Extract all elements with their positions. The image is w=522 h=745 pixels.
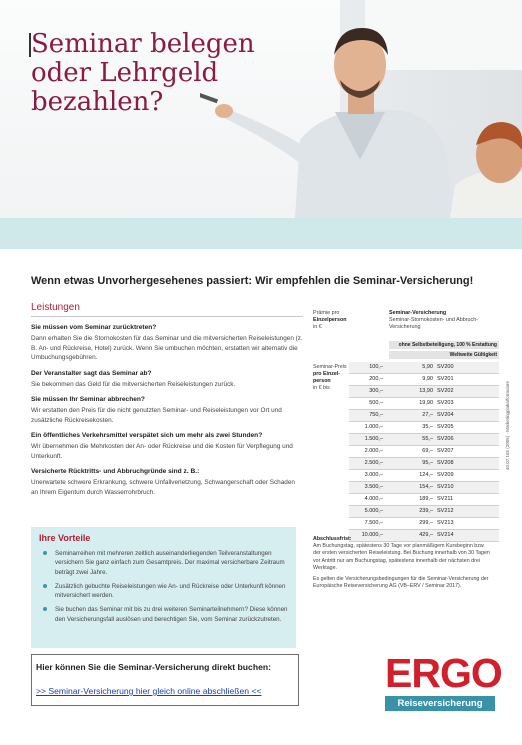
row-price: 9,90 — [422, 376, 433, 382]
row-amount: 750,– — [369, 412, 383, 418]
row-amount: 7.500,– — [364, 520, 383, 526]
row-label-line: pro Einzel- — [313, 371, 341, 377]
row-label-line: person — [313, 378, 331, 384]
list-item — [41, 582, 289, 601]
header-line: in € — [313, 324, 322, 330]
row-price: 13,90 — [419, 388, 433, 394]
question: Sie müssen Ihr Seminar abbrechen? — [31, 396, 145, 403]
ergo-wordmark: ERGO — [385, 650, 502, 696]
answer: Sie bekommen das Geld für die mitversicherten Reiseleistungen zurück. — [31, 380, 236, 388]
row-amount: 3.000,– — [364, 472, 383, 478]
hero-banner — [0, 0, 522, 218]
header-line: Prämie pro — [313, 310, 340, 316]
row-amount: 1.000,– — [364, 424, 383, 430]
row-price: 27,– — [422, 412, 433, 418]
question: Ein öffentliches Verkehrsmittel verspätet sich um mehr als zwei Stunden? — [31, 432, 263, 439]
table-row — [349, 374, 499, 386]
row-amount: 3.500,– — [364, 484, 383, 490]
bullet-icon — [43, 607, 47, 611]
booking-box — [31, 654, 299, 706]
table-row — [349, 422, 499, 434]
header-line: Einzelperson — [313, 317, 347, 323]
ergo-logo — [385, 650, 502, 714]
row-label-line: in € bis — [313, 385, 330, 391]
row-code: SV213 — [437, 520, 454, 526]
fine-text: Es gelten die Versicherungsbedingungen für die Seminar-Versicherung der Europäische Reiseversicherung AG (VB–ERV / Seminar 2017). — [313, 576, 489, 590]
row-code: SV209 — [437, 472, 454, 478]
row-price: 299,– — [419, 520, 433, 526]
table-row — [349, 482, 499, 494]
list-item-text: Zusätzlich gebuchte Reiseleistungen wie An- und Rückreise oder Unterkunft können mitversichert werden. — [55, 582, 286, 600]
answer: Wir übernehmen die Mehrkosten der An- oder Rückreise und die Kosten für Verpflegung und Unterkunft. — [31, 443, 293, 460]
subheadline: Wenn etwas Unvorhergesehenes passiert: Wir empfehlen die Seminar-Versicherung! — [31, 275, 474, 287]
row-price: 69,– — [422, 448, 433, 454]
list-item-text: Sie buchen das Seminar mit bis zu drei weiteren Seminarteilnehmern? Diese können den Versicherungsfall auslösen und berechtigen Sie, vom Seminar zurückzutreten. — [55, 606, 288, 623]
table-rows — [349, 362, 499, 542]
leistungen-section — [31, 302, 303, 503]
row-amount: 1.500,– — [364, 436, 383, 442]
row-code: SV205 — [437, 424, 454, 430]
row-price: 19,90 — [419, 400, 433, 406]
row-code: SV202 — [437, 388, 454, 394]
table-row — [349, 386, 499, 398]
row-price: 429,– — [419, 532, 433, 538]
row-amount: 10.000,– — [361, 532, 383, 538]
side-code: 40.07.165 (2005) · Marketingplakatformulare — [505, 380, 510, 470]
row-price: 124,– — [419, 472, 433, 478]
row-price: 189,– — [419, 496, 433, 502]
row-amount: 500,– — [369, 400, 383, 406]
fine-title: Abschlussfrist: — [313, 536, 352, 542]
fine-text: Am Buchungstag, spätestens 30 Tage vor planmäßigem Kursbeginn bzw. der ersten versicherten Reiseleistung. Bei Buchung innerhalb von 30 Tagen vor Antritt nur am Buchungstag, spätestens innerhalb der nächsten drei Werktage. — [313, 543, 490, 571]
table-row — [349, 494, 499, 506]
row-price: 55,– — [422, 436, 433, 442]
booking-title: Hier können Sie die Seminar-Versicherung direkt buchen: — [36, 662, 271, 672]
table-bar-selbstbeteiligung: ohne Selbstbeteiligung, 100 % Erstattung — [389, 341, 499, 349]
bullet-icon — [43, 584, 47, 588]
bullet-icon — [43, 551, 47, 555]
teal-band — [0, 218, 522, 249]
question: Versicherte Rücktritts- und Abbruchgründe sind z. B.: — [31, 468, 200, 475]
row-amount: 5.000,– — [364, 508, 383, 514]
row-code: SV210 — [437, 484, 454, 490]
headline: Seminar belegen oder Lehrgeld bezahlen? — [31, 29, 255, 117]
question: Sie müssen vom Seminar zurücktreten? — [31, 324, 157, 331]
answer: Wir erstatten den Preis für die nicht genutzten Seminar- und Reiseleistungen vor Ort und zusätzliche Rückreisekosten. — [31, 407, 282, 424]
row-label-line: Seminar-Preis — [313, 364, 347, 370]
row-amount: 300,– — [369, 388, 383, 394]
row-code: SV208 — [437, 460, 454, 466]
row-code: SV204 — [437, 412, 454, 418]
row-amount: 4.000,– — [364, 496, 383, 502]
row-code: SV207 — [437, 448, 454, 454]
product-subtitle: Seminar-Stornokosten- und Abbruch-Versicherung — [389, 317, 478, 330]
list-item — [41, 549, 289, 577]
row-code: SV214 — [437, 532, 454, 538]
vorteile-list — [41, 549, 289, 629]
row-code: SV212 — [437, 508, 454, 514]
table-row — [349, 518, 499, 530]
answer: Dann erhalten Sie die Stornokosten für das Seminar und die mitversicherten Reiseleistungen (z. B. An- und Rückreise, Hotel) zurück. Wenn Sie umbuchen möchten, erstatten wir alternativ die Umbuchungsgebühren. — [31, 335, 303, 361]
row-amount: 200,– — [369, 376, 383, 382]
table-row — [349, 410, 499, 422]
row-code: SV200 — [437, 364, 454, 370]
row-label — [313, 364, 349, 392]
table-header-left — [313, 310, 373, 331]
row-code: SV203 — [437, 400, 454, 406]
question: Der Veranstalter sagt das Seminar ab? — [31, 369, 152, 377]
vorteile-box — [31, 527, 296, 648]
list-item — [41, 605, 289, 624]
table-row — [349, 470, 499, 482]
table-bar-gueltigkeit: Weltweite Gültigkeit — [389, 351, 499, 359]
leistungen-title: Leistungen — [31, 302, 303, 317]
table-row — [349, 434, 499, 446]
row-price: 95,– — [422, 460, 433, 466]
answer: Unerwartete schwere Erkrankung, schwere Unfallverletzung, Schwangerschaft oder Schaden an Ihrem Eigentum durch Wasserrohrbruch. — [31, 479, 295, 496]
table-row — [349, 398, 499, 410]
row-amount: 2.000,– — [364, 448, 383, 454]
row-price: 35,– — [422, 424, 433, 430]
booking-link[interactable]: >> Seminar-Versicherung hier gleich online abschließen << — [36, 686, 262, 696]
product-title: Seminar-Versicherung — [389, 310, 447, 316]
vorteile-title: Ihre Vorteile — [39, 533, 91, 543]
table-row — [349, 506, 499, 518]
row-price: 154,– — [419, 484, 433, 490]
row-amount: 2.500,– — [364, 460, 383, 466]
table-row — [349, 446, 499, 458]
row-amount: 100,– — [369, 364, 383, 370]
list-item-text: Seminarreihen mit mehreren zeitlich auseinanderliegenden Teilveranstaltungen versichern Sie ganz einfach zum Gesamtpreis. Der maximal versicherbare Zeitraum beträgt zwei Jahre. — [55, 550, 285, 576]
ergo-subbar: Reiseversicherung — [385, 696, 495, 711]
table-header-right — [389, 310, 499, 331]
row-price: 239,– — [419, 508, 433, 514]
row-price: 5,90 — [422, 364, 433, 370]
row-code: SV211 — [437, 496, 454, 502]
fine-print — [313, 536, 493, 594]
table-row — [349, 362, 499, 374]
table-row — [349, 458, 499, 470]
row-code: SV206 — [437, 436, 454, 442]
row-code: SV201 — [437, 376, 454, 382]
